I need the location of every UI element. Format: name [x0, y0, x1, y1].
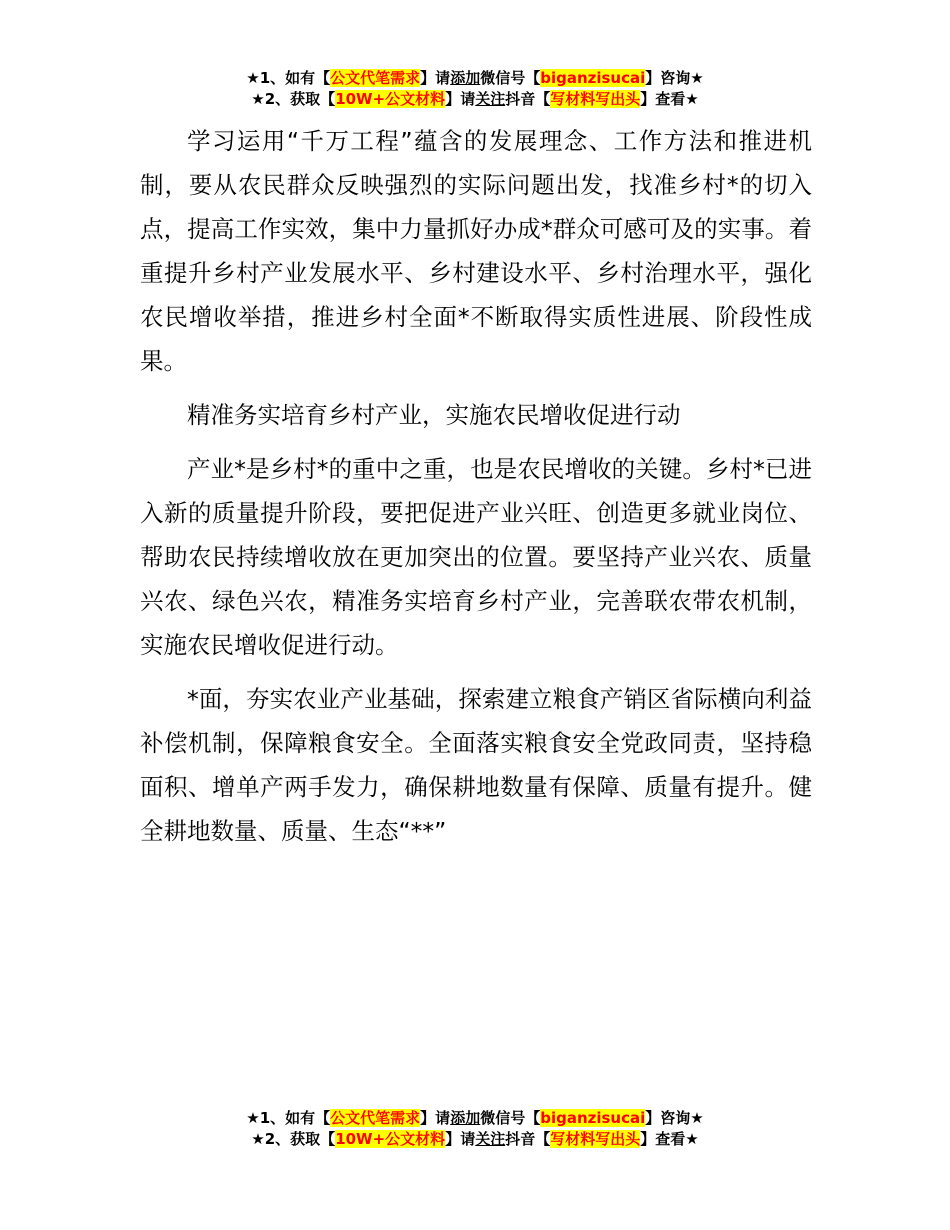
footer-line2-mid2: 抖音【	[505, 1130, 551, 1148]
footer-line1-prefix: ★1、如有【	[246, 1109, 331, 1127]
header-line2-mid: 】请	[445, 90, 476, 108]
header-promo-line-1	[0, 68, 950, 89]
footer-line1-mid2: 微信号【	[480, 1109, 541, 1127]
footer-line2-mid: 】请	[445, 1130, 476, 1148]
header-line2-emphasis: 关注	[475, 90, 506, 108]
footer-promo-line-1	[0, 1108, 950, 1129]
footer-line2-highlight-douyin-account: 写材料写出头	[550, 1130, 641, 1148]
paragraph-grain-security: *面，夯实农业产业基础，探索建立粮食产销区省际横向利益补偿机制，保障粮食安全。全面落实粮食安全党政同责，坚持稳面积、增单产两手发力，确保耕地数量有保障、质量有提升。健全耕地数量、质量、生态“**”	[140, 685, 812, 845]
header-line1-mid: 】请	[420, 69, 451, 87]
paragraph-intro: 学习运用“千万工程”蕴含的发展理念、工作方法和推进机制，要从农民群众反映强烈的实际问题出发，找准乡村*的切入点，提高工作实效，集中力量抓好办成*群众可感可及的实事。着重提升乡村产业发展水平、乡村建设水平、乡村治理水平，强化农民增收举措，推进乡村全面*不断取得实质性进展、阶段性成果。	[140, 127, 812, 375]
footer-line2-emphasis: 关注	[475, 1130, 506, 1148]
footer-line1-emphasis: 添加	[450, 1109, 481, 1127]
header-promo-line-2	[0, 89, 950, 110]
header-line1-suffix: 】咨询★	[645, 69, 704, 87]
header-line1-highlight-service: 公文代笔需求	[330, 69, 421, 87]
header-promo-banner	[0, 68, 950, 110]
section-heading: 精准务实培育乡村产业，实施农民增收促进行动	[187, 401, 681, 429]
header-line2-highlight-douyin-account: 写材料写出头	[550, 90, 641, 108]
footer-promo-line-2	[0, 1129, 950, 1150]
header-line1-mid2: 微信号【	[480, 69, 541, 87]
paragraph-industry: 产业*是乡村*的重中之重，也是农民增收的关键。乡村*已进入新的质量提升阶段，要把促进产业兴旺、创造更多就业岗位、帮助农民持续增收放在更加突出的位置。要坚持产业兴农、质量兴农、绿色兴农，精准务实培育乡村产业，完善联农带农机制，实施农民增收促进行动。	[140, 455, 812, 659]
footer-promo-banner	[0, 1108, 950, 1150]
header-line2-highlight-materials: 10W+公文材料	[335, 90, 446, 108]
header-line2-prefix: ★2、获取【	[251, 90, 336, 108]
footer-line2-suffix: 】查看★	[640, 1130, 699, 1148]
footer-line2-prefix: ★2、获取【	[251, 1130, 336, 1148]
header-line2-suffix: 】查看★	[640, 90, 699, 108]
header-line1-highlight-wechat-id: biganzisucai	[540, 69, 646, 87]
footer-line1-mid: 】请	[420, 1109, 451, 1127]
header-line1-emphasis: 添加	[450, 69, 481, 87]
document-body	[140, 119, 812, 863]
footer-line1-highlight-service: 公文代笔需求	[330, 1109, 421, 1127]
header-line1-prefix: ★1、如有【	[246, 69, 331, 87]
footer-line1-suffix: 】咨询★	[645, 1109, 704, 1127]
header-line2-mid2: 抖音【	[505, 90, 551, 108]
footer-line2-highlight-materials: 10W+公文材料	[335, 1130, 446, 1148]
footer-line1-highlight-wechat-id: biganzisucai	[540, 1109, 646, 1127]
